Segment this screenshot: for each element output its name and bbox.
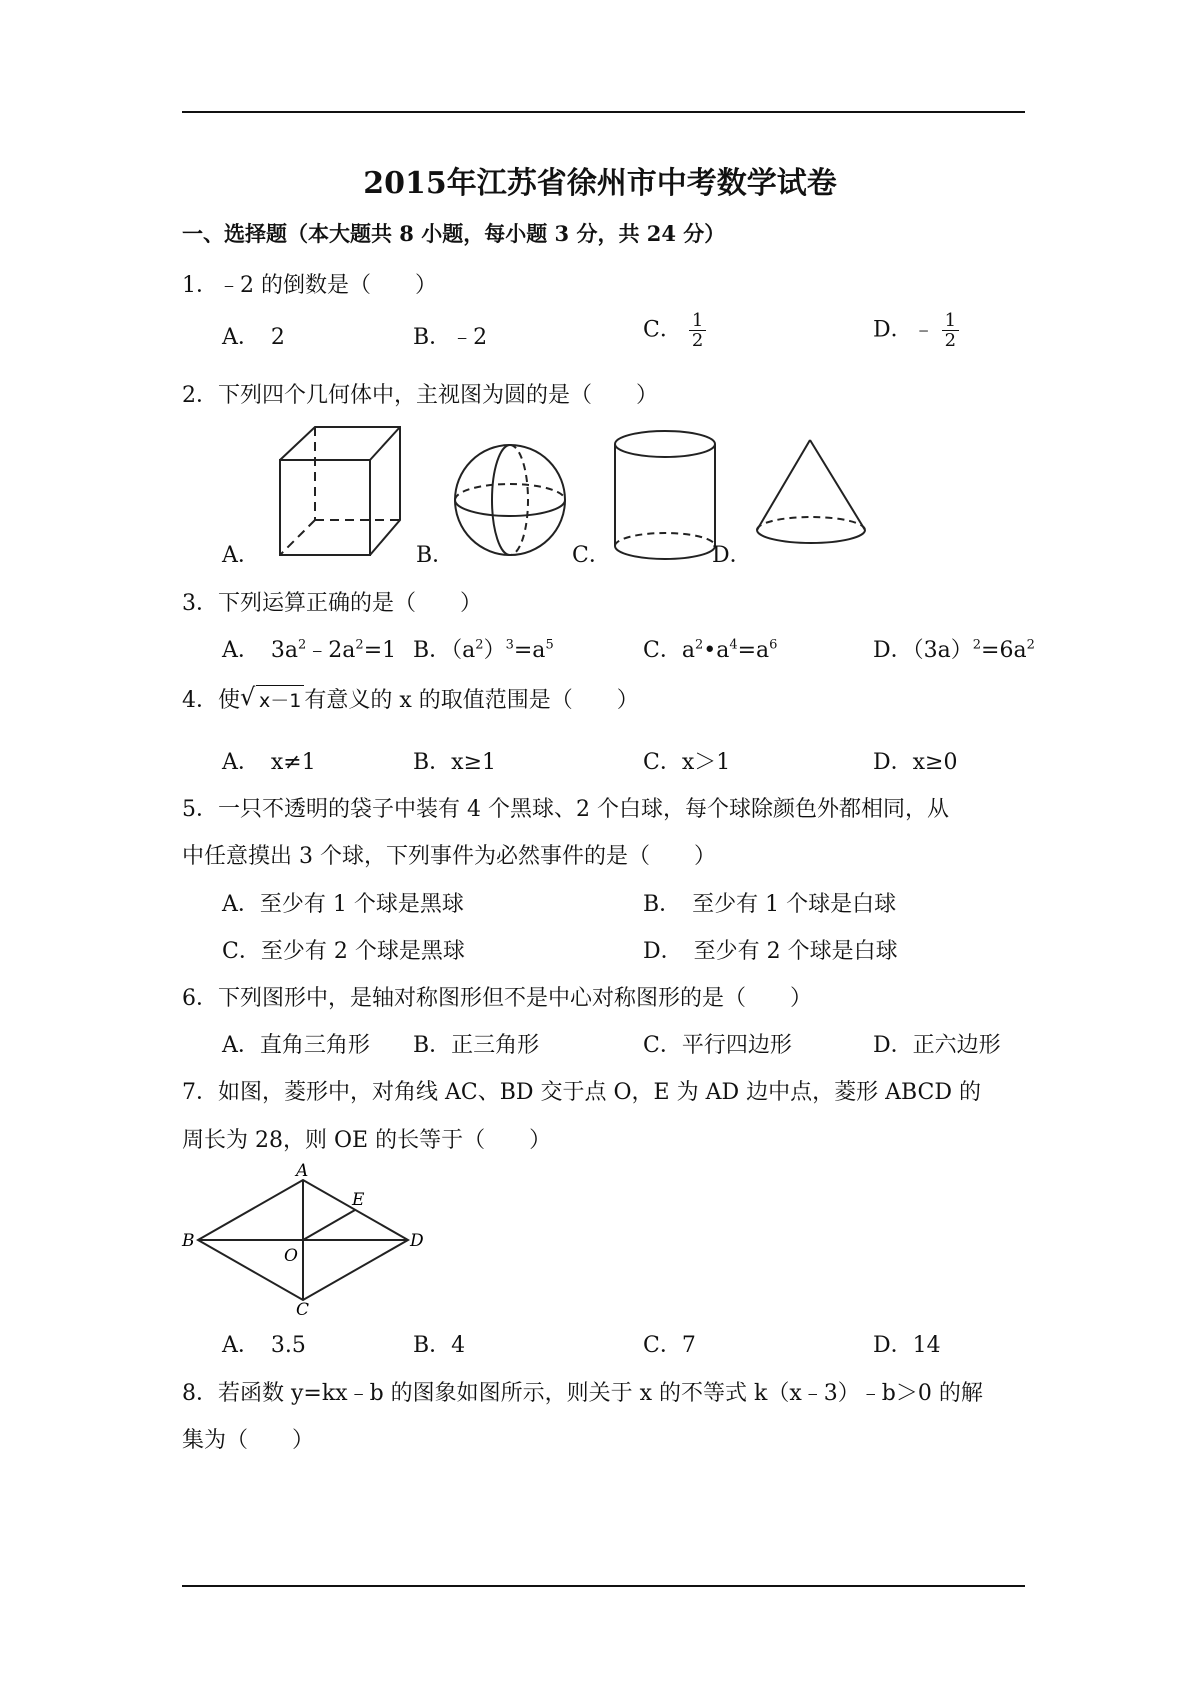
sqrt-icon: √ xyxy=(240,683,256,711)
label-c: C xyxy=(296,1300,310,1320)
q1-c-numerator: 1 xyxy=(689,311,706,331)
q6-option-a: A．直角三角形 xyxy=(222,1033,370,1058)
q3-option-a: A． $3a^2﹣2a^2=1$ xyxy=(222,637,397,663)
q2-option-b: B． xyxy=(416,543,455,568)
q7-option-a: A． 3.5 xyxy=(222,1333,306,1358)
question-8-stem-line-1: 8．若函数 y=kx﹣b 的图象如图所示，则关于 x 的不等式 k（x﹣3）﹣b＞0 的解 xyxy=(182,1381,983,1406)
q1-option-c-fraction xyxy=(689,311,706,350)
header-rule xyxy=(182,111,1025,113)
question-5-stem-line-1: 5．一只不透明的袋子中装有 4 个黑球、2 个白球，每个球除颜色外都相同，从 xyxy=(182,797,949,822)
page-title: 2015年江苏省徐州市中考数学试卷 xyxy=(363,166,837,201)
q4-option-a: A． x≠1 xyxy=(222,750,316,775)
q3-option-c: C．$a^2•a^4=a^6$ xyxy=(643,637,778,663)
question-6-stem: 6．下列图形中，是轴对称图形但不是中心对称图形的是（ ） xyxy=(182,986,812,1011)
question-8-stem-line-2: 集为（ ） xyxy=(182,1428,315,1453)
q1-option-c xyxy=(643,311,706,350)
section-heading: 一、选择题（本大题共 8 小题，每小题 3 分，共 24 分） xyxy=(182,221,726,246)
footer-rule xyxy=(182,1585,1025,1587)
q3-option-b: B．$(a^2)^3=a^5$ xyxy=(413,637,554,663)
label-d: D xyxy=(410,1231,424,1251)
question-7-stem-line-1: 7．如图，菱形中，对角线 AC、BD 交于点 O，E 为 AD 边中点，菱形 ABCD 的 xyxy=(182,1080,982,1105)
q4-stem-post: 有意义的 x 的取值范围是（ ） xyxy=(304,688,639,713)
cone-figure xyxy=(752,438,872,548)
q2-option-a: A． xyxy=(222,543,260,568)
question-7-stem-line-2: 周长为 28，则 OE 的长等于（ ） xyxy=(182,1128,552,1153)
cube-figure xyxy=(275,425,405,560)
q1-d-numerator: 1 xyxy=(942,311,959,331)
q2-option-c: C． xyxy=(572,543,611,568)
q1-option-b: B．﹣2 xyxy=(413,325,488,350)
question-1-stem: 1．﹣2 的倒数是（ ） xyxy=(182,273,437,298)
q5-option-c: C．至少有 2 个球是黑球 xyxy=(222,939,465,964)
label-o: O xyxy=(284,1246,298,1266)
cylinder-figure xyxy=(610,428,720,563)
q1-option-d-fraction xyxy=(942,311,959,350)
q5-option-b: B． 至少有 1 个球是白球 xyxy=(643,892,897,917)
question-4-stem xyxy=(182,683,639,714)
q4-sqrt-expression xyxy=(240,685,304,713)
q3-option-d: D．$(3a)^2=6a^2$ xyxy=(873,637,1035,663)
q1-c-denominator: 2 xyxy=(691,330,704,351)
question-3-stem: 3．下列运算正确的是（ ） xyxy=(182,591,482,616)
q1-option-d-label: D．﹣ xyxy=(873,317,935,343)
q1-option-a: A． 2 xyxy=(222,325,285,350)
q5-option-d: D． 至少有 2 个球是白球 xyxy=(643,939,898,964)
q7-option-b: B．4 xyxy=(413,1333,466,1358)
question-5-stem-line-2: 中任意摸出 3 个球，下列事件为必然事件的是（ ） xyxy=(182,844,716,869)
rhombus-figure xyxy=(180,1161,430,1320)
q4-option-c: C．x＞1 xyxy=(643,750,731,775)
q7-option-d: D．14 xyxy=(873,1333,941,1358)
q4-option-d: D．x≥0 xyxy=(873,750,958,775)
q5-option-a: A．至少有 1 个球是黑球 xyxy=(222,892,464,917)
sphere-figure xyxy=(452,442,568,558)
q6-option-d: D．正六边形 xyxy=(873,1033,1001,1058)
label-e: E xyxy=(352,1190,365,1210)
q1-option-d xyxy=(873,311,959,350)
q4-radicand: x－1 xyxy=(256,685,304,713)
q7-option-c: C．7 xyxy=(643,1333,696,1358)
q6-option-c: C．平行四边形 xyxy=(643,1033,792,1058)
q1-option-c-label: C． xyxy=(643,317,682,343)
q1-d-denominator: 2 xyxy=(944,330,957,351)
q4-stem-pre: 4．使 xyxy=(182,688,240,713)
question-2-stem: 2．下列四个几何体中，主视图为圆的是（ ） xyxy=(182,383,658,408)
q2-option-d: D． xyxy=(712,543,752,568)
q4-option-b: B．x≥1 xyxy=(413,750,497,775)
label-b: B xyxy=(182,1231,195,1251)
q6-option-b: B．正三角形 xyxy=(413,1033,540,1058)
label-a: A xyxy=(296,1161,309,1181)
